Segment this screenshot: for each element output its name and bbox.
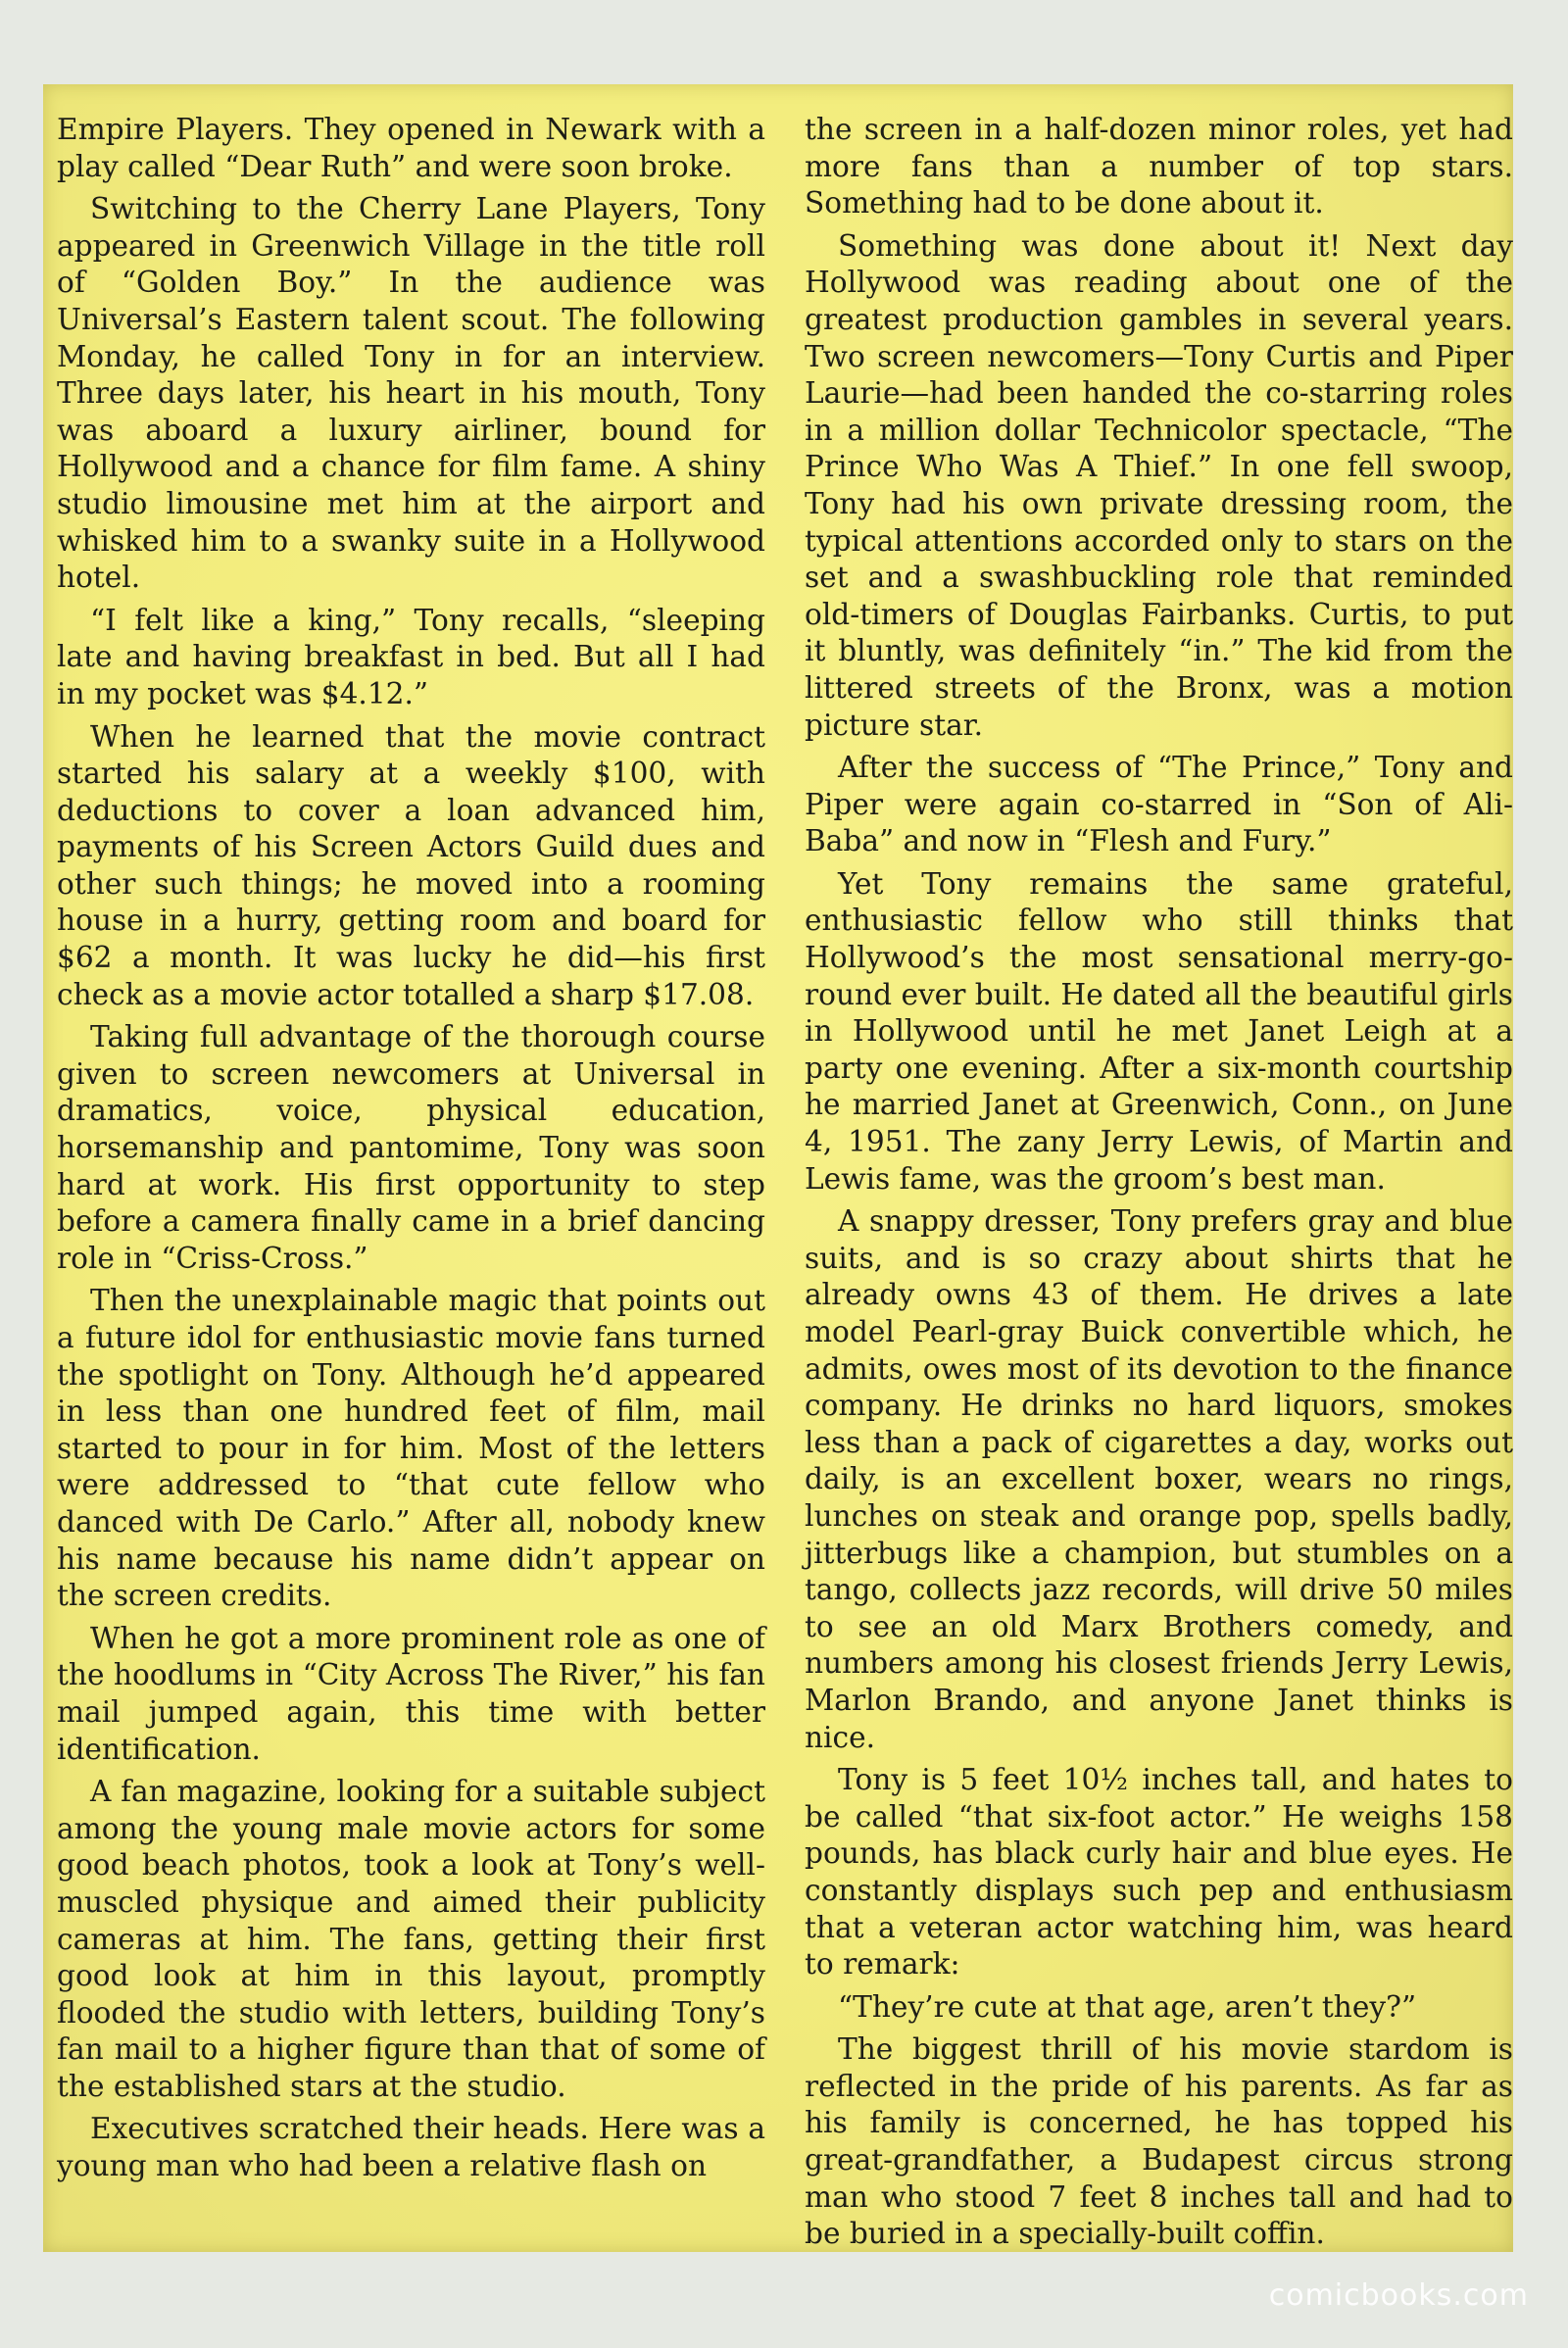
paragraph: the screen in a half-dozen minor roles, yet had more fans than a number of top stars. Something had to be done about it.	[805, 113, 1513, 220]
paragraph: Empire Players. They opened in Newark with a play called “Dear Ruth” and were soon broke.	[57, 113, 765, 183]
left-column	[57, 112, 765, 2228]
article-columns	[57, 112, 1513, 2251]
paragraph: Taking full advantage of the thorough course given to screen newcomers at Universal in dramatics, voice, physical education, horsemanship and pantomime, Tony was soon hard at work. His first opportunity to step before a camera finally came in a brief dancing role in “Criss-Cross.”	[57, 1020, 765, 1275]
paragraph: Something was done about it! Next day Hollywood was reading about one of the greatest production gambles in several years. Two screen newcomers—Tony Curtis and Piper Laurie—had been handed the co-starring roles in a million dollar Technicolor spectacle, “The Prince Who Was A Thief.” In one fell swoop, Tony had his own private dressing room, the typical attentions accorded only to stars on the set and a swashbuckling role that reminded old-timers of Douglas Fairbanks. Curtis, to put it bluntly, was definitely “in.” The kid from the littered streets of the Bronx, was a motion picture star.	[805, 228, 1513, 742]
text-panel	[43, 84, 1513, 2252]
paragraph: Then the unexplainable magic that points out a future idol for enthusiastic movie fans turned the spotlight on Tony. Although he’d appeared in less than one hundred feet of film, mail started to pour in for him. Most of the letters were addressed to “that cute fellow who danced with De Carlo.” After all, nobody knew his name because his name didn’t appear on the screen credits.	[57, 1284, 765, 1613]
right-column	[805, 112, 1513, 2251]
paragraph: After the success of “The Prince,” Tony and Piper were again co-starred in “Son of Ali-Baba” and now in “Flesh and Fury.”	[805, 751, 1513, 858]
paragraph: When he got a more prominent role as one of the hoodlums in “City Across The River,” his fan mail jumped again, this time with better identification.	[57, 1621, 765, 1766]
paragraph: Yet Tony remains the same grateful, enthusiastic fellow who still thinks that Hollywood’s the most sensational merry-go-round ever built. He dated all the beautiful girls in Hollywood until he met Janet Leigh at a party one evening. After a six-month courtship he married Janet at Greenwich, Conn., on June 4, 1951. The zany Jerry Lewis, of Martin and Lewis fame, was the groom’s best man.	[805, 866, 1513, 1196]
paragraph: Switching to the Cherry Lane Players, Tony appeared in Greenwich Village in the title roll of “Golden Boy.” In the audience was Universal’s Eastern talent scout. The following Monday, he called Tony in for an interview. Three days later, his heart in his mouth, Tony was aboard a luxury airliner, bound for Hollywood and a chance for film fame. A shiny studio limousine met him at the airport and whisked him to a swanky suite in a Hollywood hotel.	[57, 192, 765, 595]
paragraph: A snappy dresser, Tony prefers gray and blue suits, and is so crazy about shirts that he already owns 43 of them. He drives a late model Pearl-gray Buick convertible which, he admits, owes most of its devotion to the finance company. He drinks no hard liquors, smokes less than a pack of cigarettes a day, works out daily, is an excellent boxer, wears no rings, lunches on steak and orange pop, spells badly, jitterbugs like a champion, but stumbles on a tango, collects jazz records, will drive 50 miles to see an old Marx Brothers comedy, and numbers among his closest friends Jerry Lewis, Marlon Brando, and anyone Janet thinks is nice.	[805, 1204, 1513, 1754]
paragraph: “They’re cute at that age, aren’t they?”	[838, 1989, 1417, 2024]
site-watermark: comicbooks.com	[1268, 2278, 1529, 2313]
paragraph: When he learned that the movie contract started his salary at a weekly $100, with deductions to cover a loan advanced him, payments of his Screen Actors Guild dues and other such things; he moved into a rooming house in a hurry, getting room and board for $62 a month. It was lucky he did—his first check as a movie actor totalled a sharp $17.08.	[57, 719, 765, 1011]
paragraph: A fan magazine, looking for a suitable subject among the young male movie actors for some good beach photos, took a look at Tony’s well-muscled physique and aimed their publicity cameras at him. The fans, getting their first good look at him in this layout, promptly flooded the studio with letters, building Tony’s fan mail to a higher figure than that of some of the established stars at the studio.	[57, 1775, 765, 2103]
paragraph: Executives scratched their heads. Here was a young man who had been a relative flash on	[57, 2112, 765, 2183]
paragraph: “I felt like a king,” Tony recalls, “sleeping late and having breakfast in bed. But all I had in my pocket was $4.12.”	[57, 603, 765, 710]
paragraph: Tony is 5 feet 10½ inches tall, and hates to be called “that six-foot actor.” He weighs 158 pounds, has black curly hair and blue eyes. He constantly displays such pep and enthusiasm that a veteran actor watching him, was heard to remark:	[805, 1763, 1513, 1981]
paragraph: The biggest thrill of his movie stardom is reflected in the pride of his parents. As far as his family is concerned, he has topped his great-grandfather, a Budapest circus strong man who stood 7 feet 8 inches tall and had to be buried in a specially-built coffin.	[805, 2032, 1513, 2251]
